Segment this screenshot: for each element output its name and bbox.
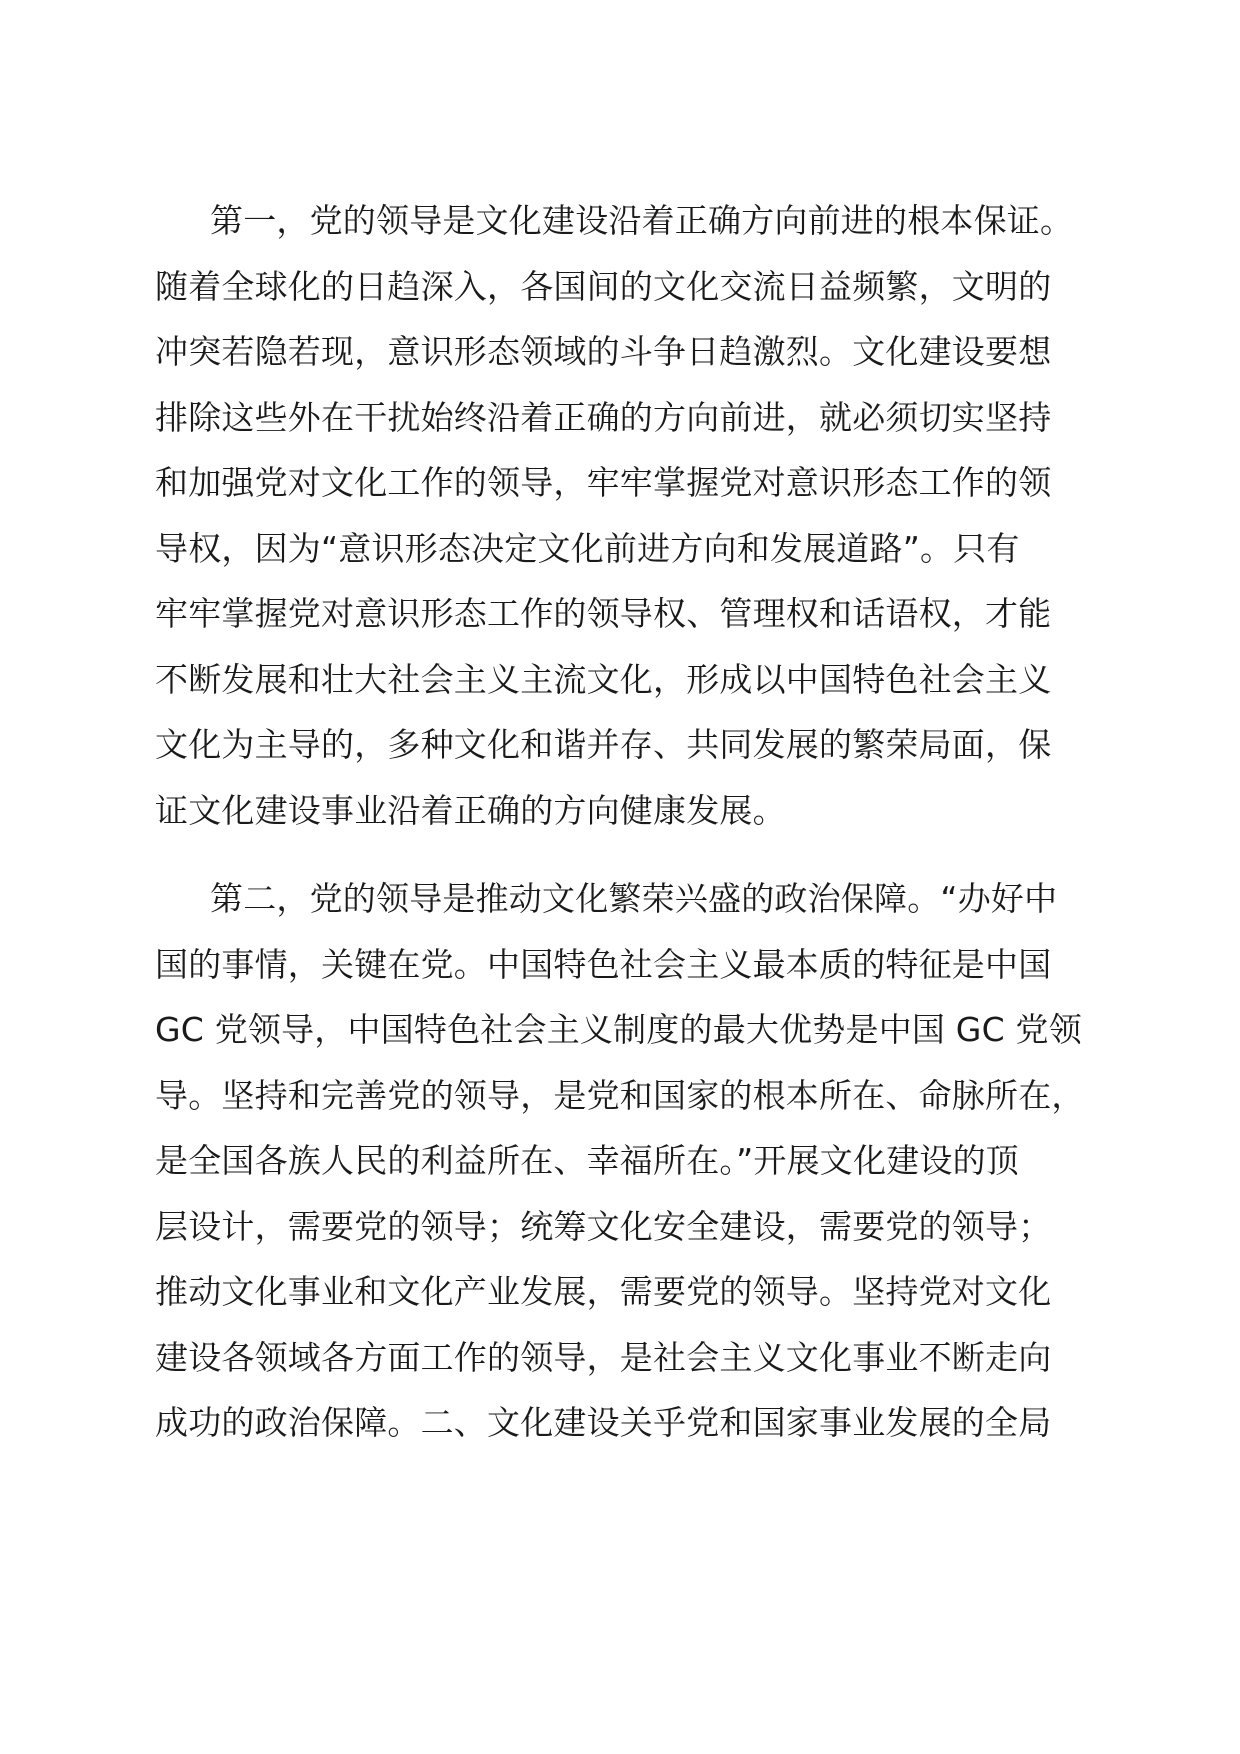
paragraph-line: 建设各领域各方面工作的领导，是社会主义文化事业不断走向 — [155, 1337, 1052, 1377]
paragraph-2 — [155, 866, 1085, 1456]
paragraph-line: 冲突若隐若现，意识形态领域的斗争日趋激烈。文化建设要想 — [155, 332, 1052, 371]
paragraph-line: 和加强党对文化工作的领导，牢牢掌握党对意识形态工作的领 — [155, 463, 1052, 502]
paragraph-line: 层设计，需要党的领导；统筹文化安全建设，需要党的领导； — [155, 1206, 1052, 1246]
document-body — [155, 188, 1085, 1456]
paragraph-line: 导权，因为“意识形态决定文化前进方向和发展道路”。只有 — [155, 528, 1020, 568]
paragraph-line: 证文化建设事业沿着正确的方向健康发展。 — [155, 790, 786, 830]
paragraph-line: 第一，党的领导是文化建设沿着正确方向前进的根本保证。 — [210, 201, 1074, 240]
paragraph-line: 是全国各族人民的利益所在、幸福所在。”开展文化建设的顶 — [155, 1141, 1019, 1180]
paragraph-line: 导。坚持和完善党的领导，是党和国家的根本所在、命脉所在， — [155, 1075, 1085, 1115]
paragraph-line: 推动文化事业和文化产业发展，需要党的领导。坚持党对文化 — [155, 1272, 1052, 1311]
paragraph-line: 文化为主导的，多种文化和谐并存、共同发展的繁荣局面，保 — [155, 725, 1052, 764]
paragraph-line: 不断发展和壮大社会主义主流文化，形成以中国特色社会主义 — [155, 659, 1052, 699]
paragraph-line: 排除这些外在干扰始终沿着正确的方向前进，就必须切实坚持 — [155, 397, 1052, 437]
paragraph-line: 成功的政治保障。二、文化建设关乎党和国家事业发展的全局 — [155, 1403, 1052, 1442]
paragraph-spacer — [155, 843, 1085, 866]
paragraph-line: 国的事情，关键在党。中国特色社会主义最本质的特征是中国 — [155, 944, 1052, 984]
paragraph-1 — [155, 188, 1085, 843]
paragraph-line: 随着全球化的日趋深入，各国间的文化交流日益频繁，文明的 — [155, 266, 1052, 306]
paragraph-line: 牢牢掌握党对意识形态工作的领导权、管理权和话语权，才能 — [155, 594, 1052, 633]
paragraph-line: GC 党领导，中国特色社会主义制度的最大优势是中国 GC 党领 — [155, 1010, 1082, 1049]
paragraph-line: 第二，党的领导是推动文化繁荣兴盛的政治保障。“办好中 — [210, 879, 1058, 918]
